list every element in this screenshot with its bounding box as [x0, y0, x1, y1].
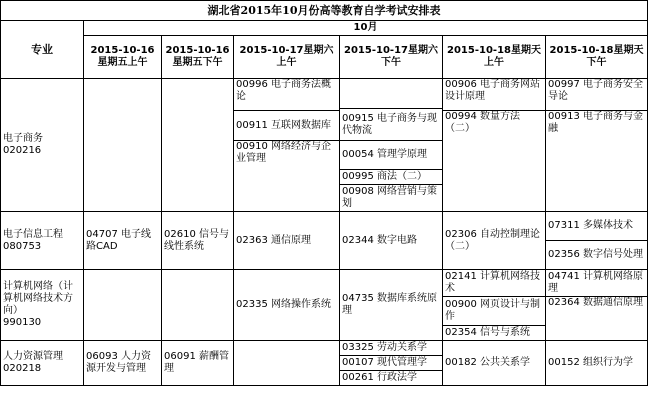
exam-cell: 02356 数字信号处理 [546, 241, 648, 270]
major-code: 020216 [3, 145, 42, 156]
slot-header-fri-pm: 2015-10-16星期五下午 [162, 36, 234, 79]
major-cell-electronic-info [1, 212, 84, 270]
exam-cell: 02344 数字电路 [340, 212, 443, 270]
exam-cell: 00054 管理学原理 [340, 141, 443, 170]
exam-cell: 00996 电子商务法概论 [234, 79, 340, 111]
exam-cell: 02335 网络操作系统 [234, 270, 340, 341]
exam-cell: 00900 网页设计与制作 [443, 297, 546, 326]
major-name: 计算机网络（计算机网络技术方向） [3, 281, 73, 316]
exam-cell: 03325 劳动关系学 [340, 341, 443, 356]
major-cell-ecommerce [1, 79, 84, 212]
exam-cell: 00107 现代管理学 [340, 356, 443, 371]
exam-cell: 00908 网络营销与策划 [340, 185, 443, 212]
exam-cell: 06091 薪酬管理 [162, 341, 234, 386]
major-column-header: 专业 [1, 21, 84, 79]
exam-cell: 00997 电子商务安全导论 [546, 79, 648, 111]
exam-cell: 00994 数量方法（二） [443, 111, 546, 212]
major-name: 人力资源管理 [3, 351, 63, 362]
exam-cell [162, 79, 234, 212]
exam-cell: 02141 计算机网络技术 [443, 270, 546, 297]
exam-cell [340, 79, 443, 109]
exam-cell: 00913 电子商务与金融 [546, 111, 648, 212]
major-code: 020218 [3, 363, 42, 374]
page-title: 湖北省2015年10月份高等教育自学考试安排表 [1, 1, 648, 21]
exam-cell [84, 270, 162, 341]
exam-cell: 00910 网络经济与企业管理 [234, 141, 340, 212]
exam-cell: 00911 互联网数据库 [234, 111, 340, 141]
exam-cell: 04741 计算机网络原理 [546, 270, 648, 297]
exam-cell: 00906 电子商务网站设计原理 [443, 79, 546, 111]
exam-cell: 02363 通信原理 [234, 212, 340, 270]
exam-cell: 04707 电子线路CAD [84, 212, 162, 270]
month-header: 10月 [84, 21, 648, 36]
exam-cell: 00261 行政法学 [340, 371, 443, 386]
exam-cell: 02364 数据通信原理 [546, 297, 648, 341]
slot-header-sat-am: 2015-10-17星期六上午 [234, 36, 340, 79]
exam-cell [84, 79, 162, 212]
exam-cell: 02306 自动控制理论（二） [443, 212, 546, 270]
slot-header-sun-pm: 2015-10-18星期天下午 [546, 36, 648, 79]
exam-cell: 00152 组织行为学 [546, 341, 648, 386]
exam-cell: 06093 人力资源开发与管理 [84, 341, 162, 386]
major-code: 990130 [3, 317, 42, 328]
exam-cell: 00915 电子商务与现代物流 [340, 109, 443, 141]
exam-cell [234, 341, 340, 386]
slot-header-fri-am: 2015-10-16星期五上午 [84, 36, 162, 79]
slot-header-sat-pm: 2015-10-17星期六下午 [340, 36, 443, 79]
exam-cell: 00995 商法（二） [340, 170, 443, 185]
major-cell-hr-management [1, 341, 84, 386]
slot-header-sun-am: 2015-10-18星期天上午 [443, 36, 546, 79]
major-name: 电子商务 [3, 133, 43, 144]
exam-cell: 00182 公共关系学 [443, 341, 546, 386]
exam-cell: 02354 信号与系统 [443, 326, 546, 341]
major-cell-computer-network [1, 270, 84, 341]
exam-cell: 07311 多媒体技术 [546, 212, 648, 241]
exam-cell: 04735 数据库系统原理 [340, 270, 443, 341]
major-name: 电子信息工程 [3, 228, 63, 240]
exam-cell: 02610 信号与线性系统 [162, 212, 234, 270]
major-code: 080753 [3, 240, 42, 252]
exam-cell [162, 270, 234, 341]
